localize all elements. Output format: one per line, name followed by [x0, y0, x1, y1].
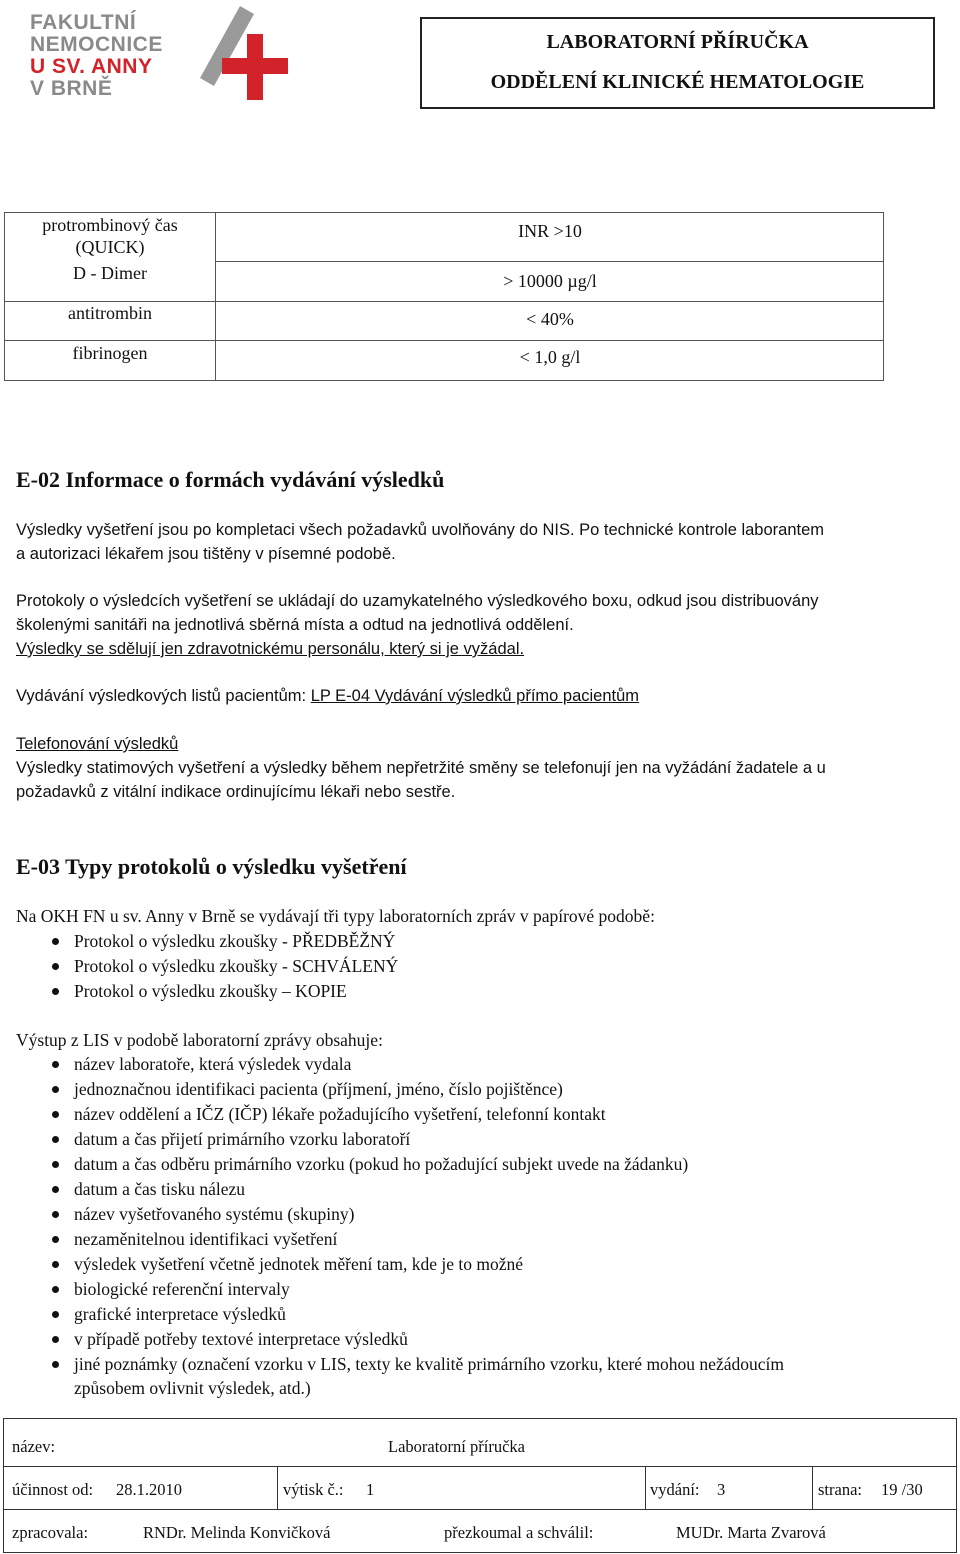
paragraph-report-types: Na OKH FN u sv. Anny v Brně se vydávají tři typy laboratorních zpráv v papírové podobě: [16, 906, 655, 926]
table-cell-test: fibrinogen [72, 343, 148, 363]
section-heading-e03: E-03 Typy protokolů o výsledku vyšetření [16, 854, 407, 879]
list-item: Protokol o výsledku zkoušky – KOPIE [0, 979, 950, 1004]
footer-edition-label: vydání: [650, 1480, 700, 1499]
footer-approved-value: MUDr. Marta Zvarová [676, 1523, 826, 1542]
footer-edition-value: 3 [717, 1480, 726, 1499]
critical-values-table [4, 212, 884, 381]
header-subtitle: ODDĚLENÍ KLINICKÉ HEMATOLOGIE [490, 71, 865, 93]
list-item: Protokol o výsledku zkoušky - PŘEDBĚŽNÝ [0, 929, 950, 954]
list-item: název vyšetřovaného systému (skupiny) [0, 1202, 950, 1227]
lis-contents-list [0, 1052, 950, 1402]
footer-prepared-value: RNDr. Melinda Konvičková [143, 1523, 331, 1542]
footer-name-value: Laboratorní příručka [388, 1437, 525, 1456]
header-title: LABORATORNÍ PŘÍRUČKA [546, 31, 809, 53]
table-cell-test: protrombinový čas [42, 215, 178, 235]
link-lp-e04[interactable]: LP E-04 Vydávání výsledků přímo pacientům [310, 687, 640, 705]
table-cell-test: D - Dimer [73, 263, 147, 283]
footer-print-label: výtisk č.: [283, 1480, 344, 1499]
footer-print-value: 1 [366, 1480, 375, 1499]
logo-line-3: U SV. ANNY [30, 55, 153, 78]
phone-heading: Telefonování výsledků [16, 735, 179, 753]
hospital-logo [30, 12, 290, 112]
footer-page-value: 19 /30 [881, 1480, 923, 1499]
list-item: výsledek vyšetření včetně jednotek měření tam, kde je to možné [0, 1252, 950, 1277]
paragraph-release: Výsledky vyšetření jsou po kompletaci všech požadavků uvolňovány do NIS. Po technické kontrole laborantem a autorizaci lékařem jsou tištěny v písemné podobě. [16, 521, 825, 563]
list-item: biologické referenční intervaly [0, 1277, 950, 1302]
list-item: datum a čas přijetí primárního vzorku laboratoří [0, 1127, 950, 1152]
footer-valid-label: účinnost od: [12, 1480, 94, 1499]
footer-page-label: strana: [818, 1480, 862, 1499]
paragraph-protocols: Protokoly o výsledcích vyšetření se ukládají do uzamykatelného výsledkového boxu, odkud jsou distribuovány školenými sanitáři na jednotlivá sběrná místa a odtud na jednotlivá oddělení. Výsledky se sdělují jen zdravotnickému personálu, který si je vyžádal. [16, 592, 819, 658]
list-item: grafické interpretace výsledků [0, 1302, 950, 1327]
list-item: v případě potřeby textové interpretace výsledků [0, 1327, 950, 1352]
footer-approved-label: přezkoumal a schválil: [444, 1523, 594, 1542]
table-cell-value: > 10000 µg/l [503, 271, 597, 291]
logo-line-2: NEMOCNICE [30, 33, 163, 56]
list-item: jednoznačnou identifikaci pacienta (příjmení, jméno, číslo pojištěnce) [0, 1077, 950, 1102]
footer-valid-value: 28.1.2010 [116, 1480, 182, 1499]
paragraph-lis-output: Výstup z LIS v podobě laboratorní zprávy obsahuje: [16, 1030, 383, 1050]
list-item: datum a čas odběru primárního vzorku (pokud ho požadující subjekt uvede na žádanku) [0, 1152, 950, 1177]
list-item: název oddělení a IČZ (IČP) lékaře požadujícího vyšetření, telefonní kontakt [0, 1102, 950, 1127]
list-item: datum a čas tisku nálezu [0, 1177, 950, 1202]
list-item: jiné poznámky (označení vzorku v LIS, texty ke kvalitě primárního vzorku, které mohou nežádoucím způsobem ovlivnit výsledek, atd.) [0, 1352, 950, 1402]
paragraph-patient-results: Vydávání výsledkových listů pacientům: LP E-04 Vydávání výsledků přímo pacientům [16, 687, 640, 705]
list-item: nezaměnitelnou identifikaci vyšetření [0, 1227, 950, 1252]
footer-name-label: název: [12, 1437, 56, 1456]
paragraph-phone-results: Telefonování výsledků Výsledky statimových vyšetření a výsledky během nepřetržité směny se telefonují jen na vyžádání žadatele a u požadavků z vitální indikace ordinujícímu lékaři nebo sestře. [16, 732, 956, 804]
logo-line-4: V BRNĚ [30, 77, 113, 100]
list-item: název laboratoře, která výsledek vydala [0, 1052, 950, 1077]
table-cell-test: antitrombin [68, 303, 152, 323]
report-types-list [0, 929, 950, 1004]
table-cell-value: < 1,0 g/l [519, 347, 581, 367]
list-item: Protokol o výsledku zkoušky - SCHVÁLENÝ [0, 954, 950, 979]
logo-cross-icon [170, 6, 290, 106]
section-heading-e02: E-02 Informace o formách vydávání výsledků [16, 467, 445, 492]
footer-prepared-label: zpracovala: [12, 1523, 89, 1542]
table-cell-value: INR >10 [518, 221, 582, 241]
table-cell-value: < 40% [526, 309, 574, 329]
table-cell-test: (QUICK) [75, 237, 145, 257]
logo-line-1: FAKULTNÍ [30, 11, 137, 34]
header-box [420, 17, 935, 109]
document-footer [3, 1418, 957, 1553]
